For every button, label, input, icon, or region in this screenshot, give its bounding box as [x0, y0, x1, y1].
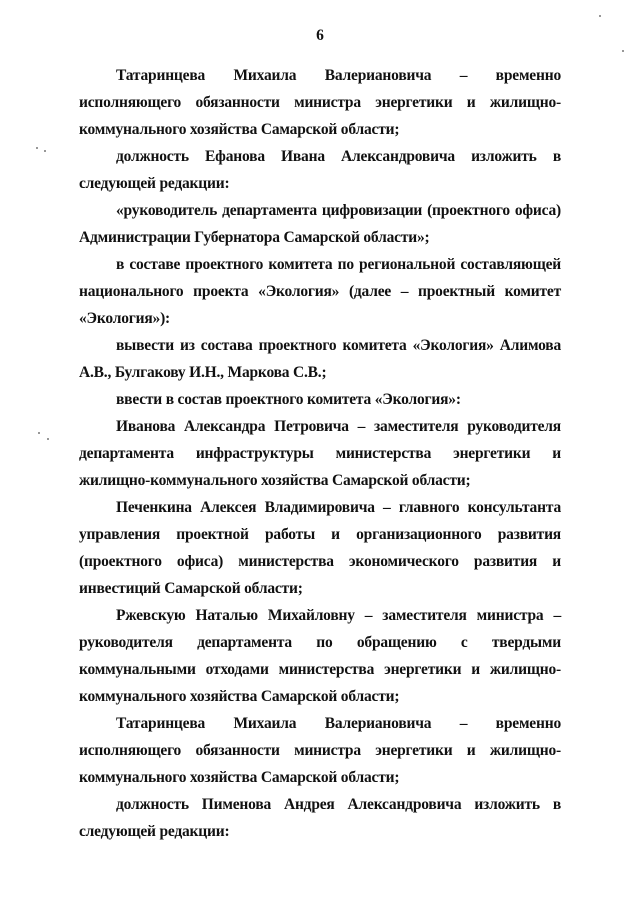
page-number: 6 [316, 27, 324, 44]
paragraph-pechenkin: Печенкина Алексея Владимировича – главного консультанта управления проектной работы и организационного развития (проектного офиса) министерства экономического развития и инвестиций Самарской области; [79, 499, 561, 597]
document-body [79, 62, 561, 845]
scan-speck [622, 50, 624, 52]
paragraph-tatarintsev-2: Татаринцева Михаила Валериановича – временно исполняющего обязанности министра энергетики и жилищно-коммунального хозяйства Самарской области; [79, 715, 561, 786]
scan-speck [36, 147, 38, 149]
scan-speck [47, 438, 49, 440]
paragraph-ivanov: Иванова Александра Петровича – заместителя руководителя департамента инфраструктуры министерства энергетики и жилищно-коммунального хозяйства Самарской области; [79, 418, 561, 489]
paragraph-efanov-position: должность Ефанова Ивана Александровича изложить в следующей редакции: [79, 148, 561, 192]
paragraph-add-members: ввести в состав проектного комитета «Экология»: [116, 391, 461, 408]
scan-speck [44, 150, 46, 152]
paragraph-pimenov-position: должность Пименова Андрея Александровича изложить в следующей редакции: [79, 796, 561, 840]
scan-speck [599, 15, 601, 17]
paragraph-rzhevskaya: Ржевскую Наталью Михайловну – заместителя министра – руководителя департамента по обращению с твердыми коммунальными отходами министерства энергетики и жилищно-коммунального хозяйства Самарской области; [79, 607, 561, 705]
scan-speck [38, 432, 40, 434]
paragraph-ecology-committee: в составе проектного комитета по региональной составляющей национального проекта «Экология» (далее – проектный комитет «Экология»): [79, 256, 561, 327]
paragraph-efanov-new-title: «руководитель департамента цифровизации (проектного офиса) Администрации Губернатора Самарской области»; [79, 202, 561, 246]
paragraph-tatarintsev-1: Татаринцева Михаила Валериановича – временно исполняющего обязанности министра энергетики и жилищно-коммунального хозяйства Самарской области; [79, 67, 561, 138]
paragraph-remove-members: вывести из состава проектного комитета «Экология» Алимова А.В., Булгакову И.Н., Маркова С.В.; [79, 337, 561, 381]
